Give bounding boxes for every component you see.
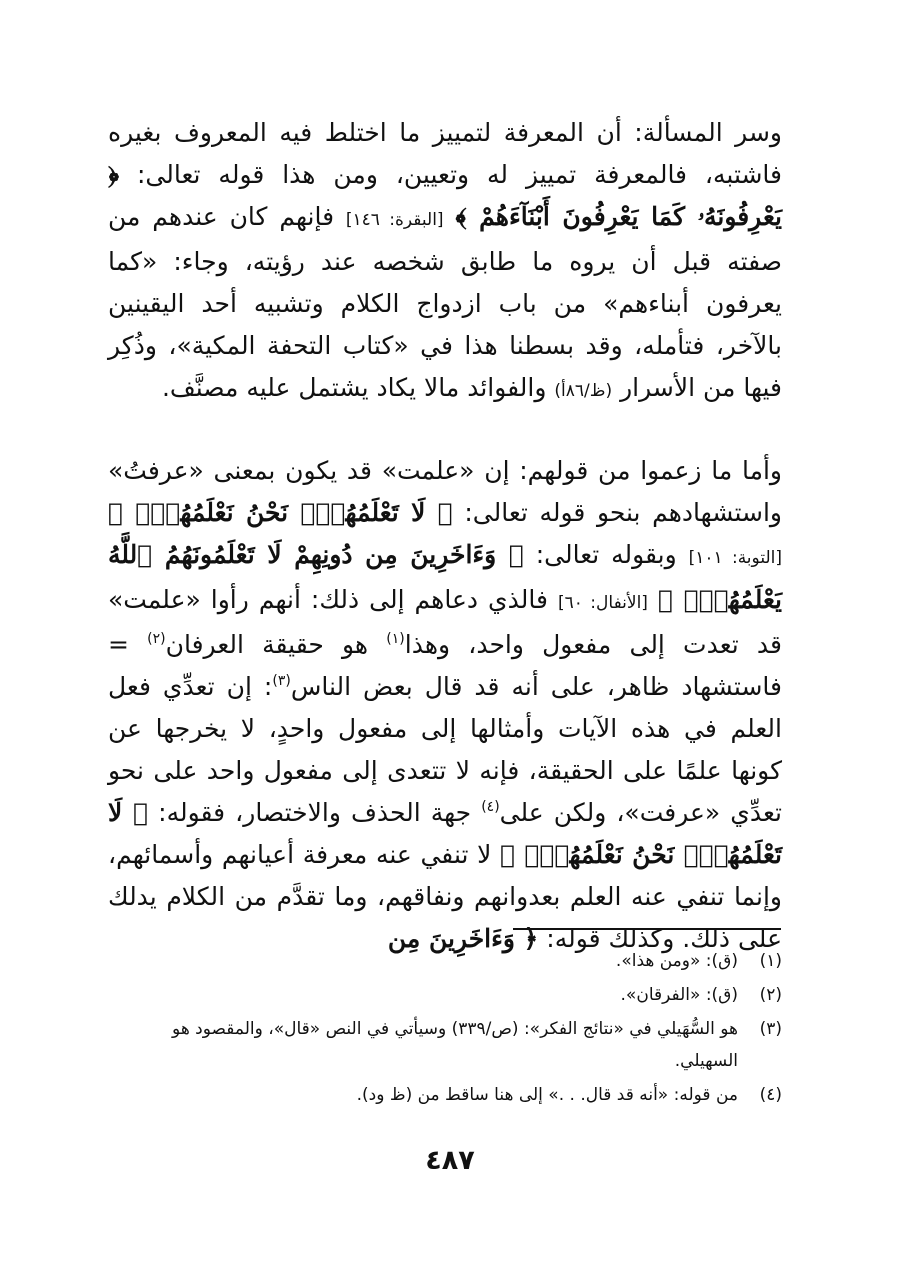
text-segment: والفوائد مالا يكاد يشتمل عليه مصنَّف. — [161, 373, 547, 402]
footnote-number: (٤) — [759, 1085, 782, 1105]
text-segment: هو حقيقة العرفان — [165, 630, 369, 659]
footnotes — [108, 945, 782, 1113]
footnote-item — [108, 1013, 782, 1077]
footnote-item — [108, 1079, 782, 1111]
text-segment: لا تنفي عنه معرفة أعيانهم وأسمائهم، وإنما تنفي عنه العلم بعدوانهم ونفاقهم، وما تقدَّم من الكلام يدلك على ذلك. وكذلك قوله: — [108, 840, 782, 953]
verse-reference: [التوبة: ١٠١] — [688, 548, 782, 568]
quran-verse: ﴿ لَا تَعْلَمُهُمْۖ نَحْنُ نَعْلَمُهُمْۚ ﴾ — [108, 498, 453, 527]
footnote-number: (٣) — [759, 1019, 782, 1039]
footnote-text: (ق): «الفرقان». — [620, 985, 738, 1005]
footnote-marker: (٤) — [481, 799, 500, 815]
text-segment: فإنهم كان عندهم من صفته قبل أن يروه ما طابق شخصه عند رؤيته، وجاء: «كما يعرفون أبناءهم» من باب ازدواج الكلام وتشبيه أحد اليقينين بالآخر، فتأمله، وقد بسطنا هذا في «كتاب التحفة المكية»، وذُكِر فيها من الأسرار — [108, 202, 782, 402]
text-segment: وأما ما زعموا من قولهم: إن «علمت» قد يكون بمعنى «عرفتُ» واستشهادهم بنحو قوله تعالى: — [108, 456, 783, 527]
footnote-divider — [513, 928, 781, 930]
text-segment: وسر المسألة: أن المعرفة لتمييز ما اختلط فيه المعروف بغيره فاشتبه، فالمعرفة تمييز له وتعيين، ومن هذا قوله تعالى: — [108, 118, 782, 189]
text-segment: : إن تعدِّي فعل العلم في هذه الآيات وأمثالها إلى مفعول واحدٍ، لا يخرجها عن كونها علمًا على الحقيقة، فإنه لا تتعدى إلى مفعول واحد على نحو تعدِّي «عرفت»، ولكن على — [108, 672, 782, 827]
text-segment: فالذي دعاهم إلى ذلك: أنهم رأوا «علمت» قد تعدت إلى مفعول واحد، وهذا — [108, 585, 782, 659]
footnote-marker: (١) — [386, 631, 405, 647]
footnote-number: (١) — [759, 951, 782, 971]
footnote-item — [108, 945, 782, 977]
footnote-marker: (٣) — [272, 673, 291, 689]
page-body — [108, 112, 782, 960]
quran-verse: ﴿ وَءَاخَرِينَ مِن دُونِهِمْ لَا تَعْلَمُونَهُمُ ٱللَّهُ يَعْلَمُهُمْۚ ﴾ — [108, 540, 783, 614]
text-segment: جهة الحذف والاختصار، فقوله: — [158, 798, 472, 827]
quran-verse: ﴿ وَءَاخَرِينَ مِن — [387, 924, 539, 953]
paragraph-1 — [108, 112, 782, 412]
footnote-item — [108, 979, 782, 1011]
verse-reference: [الأنفال: ٦٠] — [557, 593, 648, 613]
quran-verse: ﴿ يَعْرِفُونَهُۥ كَمَا يَعْرِفُونَ أَبْنَآءَهُمْ ﴾ — [108, 160, 782, 231]
footnote-marker: (٢) — [147, 631, 166, 647]
footnote-number: (٢) — [759, 985, 782, 1005]
text-segment: وبقوله تعالى: — [535, 540, 677, 569]
footnote-text: (ق): «ومن هذا». — [615, 951, 738, 971]
quran-verse: ﴿ لَا تَعْلَمُهُمْۖ نَحْنُ نَعْلَمُهُمْۚ ﴾ — [108, 798, 783, 869]
paragraph-2 — [108, 450, 782, 960]
footnote-text: من قوله: «أنه قد قال. . .» إلى هنا ساقط من (ظ ود). — [356, 1085, 738, 1105]
page-number: ٤٨٧ — [425, 1145, 475, 1176]
manuscript-reference: (ظ/٨٦أ) — [554, 381, 613, 401]
text-segment: = فاستشهاد ظاهر، على أنه قد قال بعض الناس — [108, 630, 782, 701]
verse-reference: [البقرة: ١٤٦] — [345, 210, 444, 230]
footnote-text: هو السُّهَيلي في «نتائج الفكر»: (ص/٣٣٩) وسيأتي في النص «قال»، والمقصود هو السهيلي. — [172, 1019, 738, 1071]
